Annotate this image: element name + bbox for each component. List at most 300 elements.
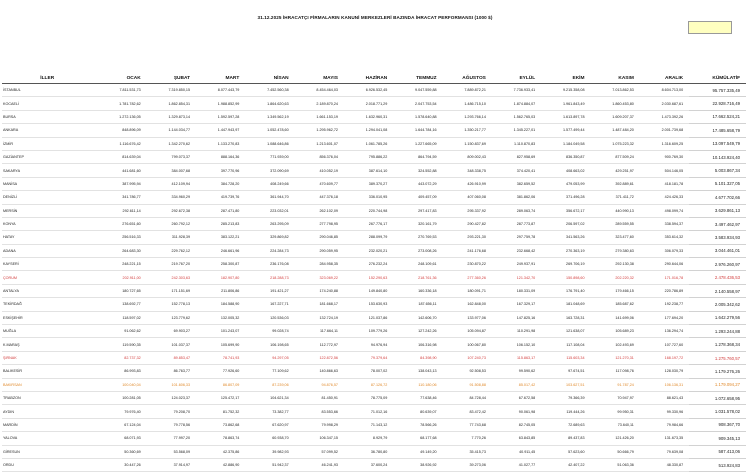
monthly-value: 1.329.873,14: [147, 110, 196, 123]
monthly-value: 1.577.499,44: [541, 124, 590, 137]
table-row: [2, 298, 746, 311]
monthly-value: 1.295.962,72: [295, 124, 344, 137]
monthly-value: 1.272.136,05: [98, 110, 146, 123]
monthly-value: 131.673,35: [640, 432, 689, 445]
monthly-value: 258.300,87: [196, 258, 245, 271]
monthly-value: 410.052,19: [295, 164, 344, 177]
monthly-value: 115.603,34: [541, 351, 590, 364]
table-row: [2, 244, 746, 257]
monthly-value: 123.779,62: [147, 311, 196, 324]
monthly-value: 888.164,36: [196, 150, 245, 163]
monthly-value: 121.342,70: [492, 271, 541, 284]
monthly-value: 223.032,01: [245, 204, 294, 217]
monthly-value: 1.562.765,03: [492, 110, 541, 123]
monthly-value: 36.780,80: [344, 445, 393, 458]
monthly-value: 48.330,87: [640, 458, 689, 471]
monthly-value: 99.950,31: [591, 405, 640, 418]
monthly-value: 181.048,69: [541, 298, 590, 311]
monthly-value: 263.295,09: [245, 217, 294, 230]
monthly-value: 384.007,68: [147, 164, 196, 177]
monthly-value: 384.728,20: [196, 177, 245, 190]
monthly-value: 441.681,60: [98, 164, 146, 177]
province-name: KONYA: [2, 217, 98, 230]
province-name: TRABZON: [2, 391, 98, 404]
monthly-value: 424.426,33: [640, 191, 689, 204]
monthly-value: 38.926,92: [393, 458, 442, 471]
cumulative-value: 587.413,06: [689, 445, 746, 458]
monthly-value: 8.929,79: [344, 432, 393, 445]
monthly-value: 877.509,24: [591, 150, 640, 163]
monthly-value: 306.079,33: [640, 244, 689, 257]
monthly-value: 105.094,87: [443, 325, 492, 338]
monthly-value: 99.590,62: [492, 365, 541, 378]
monthly-value: 78.863,74: [196, 432, 245, 445]
monthly-value: 353.614,32: [640, 231, 689, 244]
monthly-value: 236.176,08: [245, 258, 294, 271]
monthly-value: 42.886,90: [196, 458, 245, 471]
table-header-row: [2, 73, 746, 84]
monthly-value: 1.133.270,83: [196, 137, 245, 150]
monthly-value: 1.342.270,62: [147, 137, 196, 150]
monthly-value: 1.487.484,20: [591, 124, 640, 137]
table-row: [2, 432, 746, 445]
monthly-value: 118.597,02: [98, 311, 146, 324]
monthly-value: 348.338,75: [443, 164, 492, 177]
monthly-value: 94.976,94: [344, 338, 393, 351]
monthly-value: 79.208,70: [147, 405, 196, 418]
cumulative-value: 1.179.276,26: [689, 365, 746, 378]
monthly-value: 1.447.943,97: [196, 124, 245, 137]
table-row: [2, 204, 746, 217]
monthly-value: 270.769,53: [393, 231, 442, 244]
monthly-value: 179.466,15: [591, 284, 640, 297]
monthly-value: 167.227,71: [245, 298, 294, 311]
monthly-value: 60.938,70: [245, 432, 294, 445]
cumulative-value: 3.583.934,93: [689, 231, 746, 244]
monthly-value: 57.099,52: [295, 445, 344, 458]
monthly-value: 79.984,66: [640, 418, 689, 431]
monthly-value: 361.944,70: [245, 191, 294, 204]
cumulative-value: 95.757.335,49: [689, 84, 746, 97]
monthly-value: 110.180,06: [393, 378, 442, 391]
monthly-value: 279.380,63: [591, 244, 640, 257]
monthly-value: 68.177,68: [393, 432, 442, 445]
monthly-value: 1.578.640,88: [393, 110, 442, 123]
monthly-value: 1.294.041,08: [344, 124, 393, 137]
monthly-value: 89.437,83: [541, 432, 590, 445]
monthly-value: 105.689,23: [591, 325, 640, 338]
monthly-value: 277.798,95: [295, 217, 344, 230]
monthly-value: 246.661,96: [196, 244, 245, 257]
monthly-value: 270.363,19: [541, 244, 590, 257]
province-name: ADANA: [2, 244, 98, 257]
monthly-value: 248.221,15: [98, 258, 146, 271]
monthly-value: 418.181,78: [640, 177, 689, 190]
monthly-value: 288.099,79: [344, 231, 393, 244]
monthly-value: 147.825,16: [492, 311, 541, 324]
monthly-value: 119.590,35: [98, 338, 146, 351]
monthly-value: 39.982,93: [245, 445, 294, 458]
monthly-value: 41.027,77: [492, 458, 541, 471]
monthly-value: 176.791,40: [541, 284, 590, 297]
monthly-value: 383.122,21: [196, 231, 245, 244]
monthly-value: 181.668,17: [295, 298, 344, 311]
monthly-value: 292.672,38: [147, 204, 196, 217]
table-row: [2, 231, 746, 244]
monthly-value: 371.411,72: [591, 191, 640, 204]
monthly-value: 117.098,76: [591, 365, 640, 378]
monthly-value: 82.737,32: [98, 351, 146, 364]
monthly-value: 1.350.217,77: [443, 124, 492, 137]
monthly-value: 71.143,12: [344, 418, 393, 431]
monthly-value: 109.779,26: [344, 325, 393, 338]
table-row: [2, 110, 746, 123]
monthly-value: 324.552,88: [393, 164, 442, 177]
monthly-value: 73.862,68: [196, 418, 245, 431]
monthly-value: 276.651,60: [98, 217, 146, 230]
column-header: EYLÜL: [492, 73, 541, 84]
monthly-value: 42.375,86: [196, 445, 245, 458]
monthly-value: 1.144.034,77: [147, 124, 196, 137]
monthly-value: 72.689,63: [541, 418, 590, 431]
monthly-value: 1.349.562,19: [245, 110, 294, 123]
monthly-value: 138.043,13: [393, 365, 442, 378]
monthly-value: 290.644,06: [640, 258, 689, 271]
monthly-value: 117.108,04: [541, 338, 590, 351]
monthly-value: 290.427,82: [443, 217, 492, 230]
monthly-value: 104.621,34: [245, 391, 294, 404]
monthly-value: 381.862,06: [492, 191, 541, 204]
monthly-value: 106.347,15: [295, 432, 344, 445]
monthly-value: 341.563,26: [541, 231, 590, 244]
cumulative-value: 17.662.524,21: [689, 110, 746, 123]
monthly-value: 814.639,04: [98, 150, 146, 163]
table-row: [2, 137, 746, 150]
table-row: [2, 217, 746, 230]
monthly-value: 99.330,96: [640, 405, 689, 418]
monthly-value: 106.152,10: [492, 338, 541, 351]
cumulative-value: 1.293.244,88: [689, 325, 746, 338]
monthly-value: 91.062,62: [98, 325, 146, 338]
monthly-value: 1.227.665,09: [393, 137, 442, 150]
monthly-value: 1.316.609,25: [640, 137, 689, 150]
monthly-value: 6.926.532,45: [344, 84, 393, 97]
monthly-value: 171.016,78: [640, 271, 689, 284]
monthly-value: 68.071,93: [98, 432, 146, 445]
province-name: KOCAELİ: [2, 97, 98, 110]
monthly-value: 182.907,80: [196, 271, 245, 284]
monthly-value: 103.627,51: [541, 378, 590, 391]
monthly-value: 121.638,07: [541, 325, 590, 338]
monthly-value: 289.559,55: [591, 217, 640, 230]
monthly-value: 389.370,27: [344, 177, 393, 190]
monthly-value: 90.061,98: [492, 405, 541, 418]
cumulative-value: 10.143.924,40: [689, 150, 746, 163]
monthly-value: 69.903,27: [147, 325, 196, 338]
monthly-value: 218.761,36: [393, 271, 442, 284]
monthly-value: 91.508,88: [443, 378, 492, 391]
monthly-value: 149.840,80: [344, 284, 393, 297]
monthly-value: 2.030.687,61: [640, 97, 689, 110]
monthly-value: 83.472,42: [443, 405, 492, 418]
cumulative-value: 908.367,70: [689, 418, 746, 431]
province-name: ÇORUM: [2, 271, 98, 284]
province-name: SAKARYA: [2, 164, 98, 177]
monthly-value: 320.161,79: [393, 217, 442, 230]
monthly-value: 443.072,29: [393, 177, 442, 190]
cumulative-value: 2.976.260,97: [689, 258, 746, 271]
monthly-value: 9.047.559,88: [393, 84, 442, 97]
monthly-value: 412.109,94: [147, 177, 196, 190]
monthly-value: 83.553,66: [295, 405, 344, 418]
monthly-value: 117.664,11: [295, 325, 344, 338]
table-row: [2, 405, 746, 418]
monthly-value: 1.988.852,99: [196, 97, 245, 110]
cumulative-value: 909.345,13: [689, 432, 746, 445]
province-name: K.MARAŞ: [2, 338, 98, 351]
monthly-value: 262.102,09: [295, 204, 344, 217]
monthly-value: 1.609.207,37: [591, 110, 640, 123]
monthly-value: 53.568,09: [147, 445, 196, 458]
cumulative-value: 1.278.368,34: [689, 338, 746, 351]
monthly-value: 57.623,60: [541, 445, 590, 458]
monthly-value: 408.249,66: [245, 177, 294, 190]
monthly-value: 900.769,30: [640, 150, 689, 163]
monthly-value: 42.407,22: [541, 458, 590, 471]
monthly-value: 260.792,12: [147, 217, 196, 230]
monthly-value: 77.926,60: [196, 365, 245, 378]
monthly-value: 1.088.646,86: [245, 137, 294, 150]
table-row: [2, 258, 746, 271]
monthly-value: 121.037,86: [344, 311, 393, 324]
monthly-value: 856.376,04: [295, 150, 344, 163]
province-name: DENİZLİ: [2, 191, 98, 204]
monthly-value: 86.993,83: [98, 365, 146, 378]
monthly-value: 180.727,65: [98, 284, 146, 297]
province-name: BAKIRSAN: [2, 378, 98, 391]
monthly-value: 273.008,26: [393, 244, 442, 257]
cumulative-value: 17.485.658,79: [689, 124, 746, 137]
monthly-value: 241.176,68: [443, 244, 492, 257]
table-row: [2, 391, 746, 404]
monthly-value: 297.759,78: [492, 231, 541, 244]
monthly-value: 133.977,06: [443, 311, 492, 324]
monthly-value: 100.281,05: [98, 391, 146, 404]
monthly-value: 84.398,90: [393, 351, 442, 364]
monthly-value: 429.251,97: [591, 164, 640, 177]
cumulative-value: 13.097.549,79: [689, 137, 746, 150]
table-row: [2, 418, 746, 431]
monthly-value: 79.998,29: [295, 418, 344, 431]
monthly-value: 336.010,95: [344, 191, 393, 204]
monthly-value: 77.109,62: [245, 365, 294, 378]
monthly-value: 392.889,61: [591, 177, 640, 190]
cumulative-value: 2.478.436,53: [689, 271, 746, 284]
column-header: MAYIS: [295, 73, 344, 84]
table-row: [2, 458, 746, 471]
cumulative-value: 4.677.702,66: [689, 191, 746, 204]
monthly-value: 192.238,77: [640, 298, 689, 311]
table-row: [2, 284, 746, 297]
monthly-value: 1.613.897,78: [541, 110, 590, 123]
monthly-value: 101.606,33: [147, 378, 196, 391]
monthly-value: 152.778,13: [147, 298, 196, 311]
province-name: TEKİRDAĞ: [2, 298, 98, 311]
monthly-value: 153.630,93: [344, 298, 393, 311]
monthly-value: 8.077.443,79: [196, 84, 245, 97]
table-row: [2, 177, 746, 190]
monthly-value: 289.063,74: [492, 204, 541, 217]
monthly-value: 184.588,90: [196, 298, 245, 311]
monthly-value: 224.284,73: [245, 244, 294, 257]
monthly-value: 180.091,71: [443, 284, 492, 297]
monthly-value: 77.638,46: [393, 391, 442, 404]
monthly-value: 1.293.766,14: [443, 110, 492, 123]
table-row: [2, 150, 746, 163]
province-name: ŞIRNAK: [2, 351, 98, 364]
monthly-value: 79.379,64: [344, 351, 393, 364]
monthly-value: 73.640,11: [591, 418, 640, 431]
monthly-value: 2.047.753,54: [393, 97, 442, 110]
monthly-value: 329.869,82: [245, 231, 294, 244]
province-name: MARDİN: [2, 418, 98, 431]
cumulative-value: 1.179.094,27: [689, 378, 746, 391]
monthly-value: 229.762,12: [147, 244, 196, 257]
cumulative-value: 1.642.279,56: [689, 311, 746, 324]
monthly-value: 7.811.531,73: [98, 84, 146, 97]
province-name: İSTANBUL: [2, 84, 98, 97]
monthly-value: 440.990,13: [591, 204, 640, 217]
monthly-value: 809.002,43: [443, 150, 492, 163]
monthly-value: 105.699,90: [196, 338, 245, 351]
column-header: TEMMUZ: [393, 73, 442, 84]
table-row: [2, 97, 746, 110]
province-name: ESKİŞEHİR: [2, 311, 98, 324]
monthly-value: 67.124,04: [98, 418, 146, 431]
monthly-value: 97.674,51: [541, 365, 590, 378]
monthly-value: 71.012,16: [344, 405, 393, 418]
monthly-value: 78.007,02: [344, 365, 393, 378]
monthly-value: 87.126,72: [344, 378, 393, 391]
column-header: HAZİRAN: [344, 73, 393, 84]
province-name: ANKARA: [2, 124, 98, 137]
monthly-value: 1.644.784,16: [393, 124, 442, 137]
monthly-value: 127.242,26: [393, 325, 442, 338]
monthly-value: 128.030,79: [640, 365, 689, 378]
report-title: 31.12.2025 İHRACATÇI FİRMALARIN KANUNİ MERKEZLERİ BAZINDA İHRACAT PERFORMANSI (1000 $): [257, 15, 493, 20]
monthly-value: 1.150.837,69: [443, 137, 492, 150]
monthly-value: 218.288,73: [245, 271, 294, 284]
province-name: HATAY: [2, 231, 98, 244]
monthly-value: 174.240,88: [295, 284, 344, 297]
monthly-value: 426.910,99: [443, 177, 492, 190]
monthly-value: 132.005,32: [196, 311, 245, 324]
monthly-value: 290.046,85: [295, 231, 344, 244]
monthly-value: 290.059,95: [295, 244, 344, 257]
monthly-value: 249.937,91: [492, 258, 541, 271]
monthly-value: 242.303,63: [147, 271, 196, 284]
monthly-value: 50.360,69: [98, 445, 146, 458]
monthly-value: 94.876,57: [295, 378, 344, 391]
cumulative-value: 1.072.658,95: [689, 391, 746, 404]
table-row: [2, 445, 746, 458]
monthly-value: 70.947,97: [591, 391, 640, 404]
monthly-value: 82.745,05: [492, 418, 541, 431]
column-header: OCAK: [98, 73, 146, 84]
column-header: AĞUSTOS: [443, 73, 492, 84]
monthly-value: 269.706,19: [541, 258, 590, 271]
monthly-value: 124.023,37: [147, 391, 196, 404]
monthly-value: 1.632.960,31: [344, 110, 393, 123]
monthly-value: 78.775,09: [344, 391, 393, 404]
monthly-value: 397.770,96: [196, 164, 245, 177]
monthly-value: 115.863,17: [492, 351, 541, 364]
monthly-value: 202.911,00: [98, 271, 146, 284]
export-table: [2, 73, 746, 472]
monthly-value: 107.240,73: [443, 351, 492, 364]
monthly-value: 1.213.601,07: [295, 137, 344, 150]
monthly-value: 87.239,06: [245, 378, 294, 391]
monthly-value: 338.594,37: [640, 217, 689, 230]
monthly-value: 37.600,24: [344, 458, 393, 471]
monthly-value: 407.060,08: [443, 191, 492, 204]
monthly-value: 479.053,99: [541, 177, 590, 190]
column-header-country: İLLER: [2, 73, 98, 84]
monthly-value: 295.337,92: [443, 204, 492, 217]
monthly-value: 79.366,39: [541, 391, 590, 404]
monthly-value: 30.447,26: [98, 458, 146, 471]
monthly-value: 285.213,83: [196, 217, 245, 230]
monthly-value: 1.052.478,60: [245, 124, 294, 137]
monthly-value: 140.866,63: [295, 365, 344, 378]
monthly-value: 78.566,26: [393, 418, 442, 431]
monthly-value: 110.291,98: [492, 325, 541, 338]
monthly-value: 1.486.715,10: [443, 97, 492, 110]
monthly-value: 7.452.560,38: [245, 84, 294, 97]
monthly-value: 1.860.453,80: [591, 97, 640, 110]
monthly-value: 73.382,77: [245, 405, 294, 418]
monthly-value: 122.872,56: [295, 351, 344, 364]
monthly-value: 297.417,83: [393, 204, 442, 217]
monthly-value: 8.604.713,00: [640, 84, 689, 97]
monthly-value: 50.666,79: [591, 445, 640, 458]
monthly-value: 323.069,22: [295, 271, 344, 284]
table-row: [2, 325, 746, 338]
monthly-value: 1.961.843,49: [541, 97, 590, 110]
monthly-value: 2.001.739,68: [640, 124, 689, 137]
monthly-value: 1.874.884,07: [492, 97, 541, 110]
monthly-value: 232.668,42: [492, 244, 541, 257]
monthly-value: 1.184.049,58: [541, 137, 590, 150]
monthly-value: 264.683,30: [98, 244, 146, 257]
monthly-value: 408.663,02: [541, 164, 590, 177]
monthly-value: 85.017,42: [492, 378, 541, 391]
monthly-value: 1.110.870,83: [492, 137, 541, 150]
cumulative-value: 5.003.867,34: [689, 164, 746, 177]
monthly-value: 470.609,77: [295, 177, 344, 190]
monthly-value: 1.473.392,26: [640, 110, 689, 123]
monthly-value: 167.329,17: [492, 298, 541, 311]
monthly-value: 219.767,20: [147, 258, 196, 271]
monthly-value: 80.639,07: [393, 405, 442, 418]
monthly-value: 150.898,60: [541, 271, 590, 284]
monthly-value: 248.109,61: [393, 258, 442, 271]
monthly-value: 256.516,33: [98, 231, 146, 244]
monthly-value: 86.763,77: [147, 365, 196, 378]
monthly-value: 185.687,62: [591, 298, 640, 311]
monthly-value: 836.350,87: [541, 150, 590, 163]
column-header: KASIM: [591, 73, 640, 84]
